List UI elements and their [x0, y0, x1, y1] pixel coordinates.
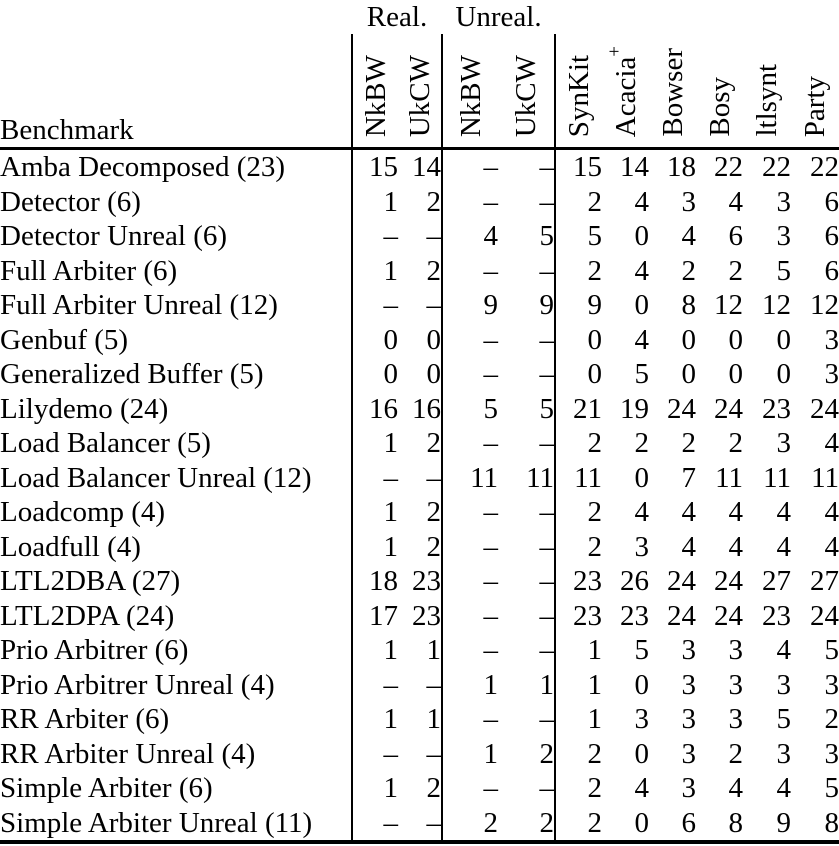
- column-header-synkit: SynKit: [555, 34, 602, 149]
- value-cell: –: [442, 530, 498, 565]
- value-cell: 0: [634, 220, 649, 252]
- group-header-spacer: [0, 2, 352, 34]
- value-cell: 2: [442, 806, 498, 843]
- value-cell: –: [539, 703, 554, 735]
- value-cell: 3: [681, 668, 696, 701]
- value-cell: 24: [714, 599, 743, 632]
- value-cell: 15: [555, 149, 602, 185]
- table-row: [0, 495, 839, 530]
- value-cell: 9: [776, 806, 791, 839]
- table-row: [0, 461, 839, 496]
- value-cell: 24: [667, 565, 696, 597]
- value-cell: 0: [728, 323, 743, 356]
- benchmark-name: Loadfull (4): [0, 530, 141, 563]
- value-cell: 9: [539, 289, 554, 321]
- value-cell: 2: [426, 496, 441, 528]
- value-cell: –: [442, 599, 498, 634]
- value-cell: 6: [824, 220, 839, 252]
- value-cell: 2: [681, 254, 696, 287]
- benchmark-name: Loadcomp (4): [0, 496, 166, 528]
- value-cell: 1: [442, 737, 498, 772]
- value-cell: 4: [776, 772, 791, 804]
- value-cell: 4: [442, 219, 498, 254]
- value-cell: 2: [555, 737, 602, 772]
- column-header-bosy: Bosy: [696, 34, 743, 149]
- value-cell: 4: [634, 185, 649, 218]
- value-cell: –: [352, 668, 398, 703]
- value-cell: 12: [714, 289, 743, 321]
- value-cell: 23: [412, 599, 441, 632]
- value-cell: 2: [681, 427, 696, 459]
- value-cell: 4: [776, 530, 791, 563]
- value-cell: 22: [714, 151, 743, 183]
- table-row: [0, 599, 839, 634]
- value-cell: 0: [555, 323, 602, 358]
- value-cell: –: [352, 806, 398, 843]
- value-cell: –: [539, 254, 554, 287]
- benchmark-name: LTL2DPA (24): [0, 599, 175, 632]
- value-cell: 3: [776, 427, 791, 459]
- value-cell: 2: [539, 806, 554, 839]
- column-header-unreal-ukcw: UkCW: [498, 34, 555, 149]
- benchmark-name: Simple Arbiter (6): [0, 772, 213, 804]
- value-cell: –: [539, 323, 554, 356]
- value-cell: 1: [426, 634, 441, 666]
- group-header-unreal: Unreal.: [455, 1, 542, 33]
- value-cell: –: [426, 461, 441, 494]
- value-cell: 23: [762, 392, 791, 425]
- value-cell: 2: [728, 737, 743, 770]
- value-cell: 6: [824, 254, 839, 287]
- value-cell: 0: [634, 461, 649, 494]
- value-cell: 11: [555, 461, 602, 496]
- value-cell: 4: [634, 772, 649, 804]
- value-cell: 1: [352, 426, 398, 461]
- column-header-acacia: Acacia+: [602, 34, 649, 149]
- value-cell: 3: [776, 220, 791, 252]
- benchmark-name: Genbuf (5): [0, 323, 129, 356]
- value-cell: 4: [728, 185, 743, 218]
- value-cell: 4: [824, 530, 839, 563]
- value-cell: 2: [634, 427, 649, 459]
- value-cell: 2: [426, 427, 441, 459]
- value-cell: 1: [539, 668, 554, 701]
- value-cell: 11: [442, 461, 498, 496]
- value-cell: 6: [728, 220, 743, 252]
- value-cell: 24: [810, 392, 839, 425]
- value-cell: 2: [426, 772, 441, 804]
- value-cell: –: [442, 426, 498, 461]
- group-header-real: Real.: [366, 1, 428, 33]
- value-cell: 0: [681, 323, 696, 356]
- value-cell: 24: [810, 599, 839, 632]
- value-cell: 0: [634, 737, 649, 770]
- value-cell: 4: [728, 772, 743, 804]
- group-header-row: [0, 2, 839, 34]
- value-cell: –: [442, 771, 498, 806]
- value-cell: 22: [762, 151, 791, 183]
- value-cell: 6: [824, 185, 839, 218]
- benchmark-results-table: [0, 2, 839, 844]
- table-row: [0, 149, 839, 185]
- value-cell: 4: [634, 254, 649, 287]
- value-cell: –: [426, 220, 441, 252]
- value-cell: –: [426, 806, 441, 839]
- benchmark-name: Detector (6): [0, 185, 141, 218]
- value-cell: –: [539, 185, 554, 218]
- value-cell: 14: [412, 151, 441, 183]
- value-cell: 2: [555, 185, 602, 220]
- value-cell: 18: [352, 564, 398, 599]
- table-row: [0, 288, 839, 323]
- value-cell: 7: [681, 461, 696, 494]
- column-header-party: Party: [791, 34, 839, 149]
- table-row: [0, 357, 839, 392]
- value-cell: 2: [426, 254, 441, 287]
- value-cell: –: [442, 254, 498, 289]
- benchmark-name: LTL2DBA (27): [0, 565, 181, 597]
- value-cell: 0: [681, 358, 696, 390]
- benchmark-name: Full Arbiter (6): [0, 254, 178, 287]
- table-row: [0, 254, 839, 289]
- value-cell: 2: [555, 254, 602, 289]
- value-cell: 0: [352, 323, 398, 358]
- column-header-row: [0, 34, 839, 149]
- column-header-real-nkbw: NkBW: [352, 34, 398, 149]
- column-header-unreal-nkbw: NkBW: [442, 34, 498, 149]
- table-row: [0, 668, 839, 703]
- value-cell: 0: [634, 668, 649, 701]
- value-cell: 4: [728, 530, 743, 563]
- value-cell: 23: [412, 565, 441, 597]
- value-cell: 3: [681, 772, 696, 804]
- value-cell: 2: [728, 254, 743, 287]
- value-cell: 24: [667, 392, 696, 425]
- benchmark-name: Lilydemo (24): [0, 392, 169, 425]
- table-row: [0, 530, 839, 565]
- value-cell: 3: [776, 668, 791, 701]
- value-cell: 2: [824, 703, 839, 735]
- value-cell: 23: [555, 599, 602, 634]
- value-cell: 11: [526, 461, 554, 494]
- value-cell: –: [442, 149, 498, 185]
- value-cell: 16: [412, 392, 441, 425]
- table-row: [0, 219, 839, 254]
- value-cell: 1: [352, 702, 398, 737]
- value-cell: 1: [352, 530, 398, 565]
- value-cell: 3: [634, 703, 649, 735]
- table-row: [0, 737, 839, 772]
- benchmark-name: Load Balancer Unreal (12): [0, 461, 312, 494]
- value-cell: 3: [824, 737, 839, 770]
- benchmark-name: Simple Arbiter Unreal (11): [0, 806, 313, 839]
- benchmark-name: RR Arbiter (6): [0, 703, 170, 735]
- value-cell: 24: [667, 599, 696, 632]
- value-cell: 0: [776, 358, 791, 390]
- value-cell: 23: [555, 564, 602, 599]
- value-cell: 4: [681, 496, 696, 528]
- value-cell: –: [539, 565, 554, 597]
- value-cell: 3: [681, 634, 696, 666]
- column-header-ltlsynt: ltlsynt: [743, 34, 791, 149]
- value-cell: 2: [555, 426, 602, 461]
- value-cell: 6: [681, 806, 696, 839]
- value-cell: 5: [634, 634, 649, 666]
- value-cell: 4: [634, 496, 649, 528]
- table-row: [0, 185, 839, 220]
- value-cell: 18: [667, 151, 696, 183]
- value-cell: 1: [555, 702, 602, 737]
- value-cell: 4: [824, 496, 839, 528]
- value-cell: 2: [539, 737, 554, 770]
- value-cell: –: [539, 599, 554, 632]
- value-cell: 1: [555, 668, 602, 703]
- benchmark-name: Prio Arbitrer Unreal (4): [0, 668, 275, 701]
- value-cell: –: [352, 461, 398, 496]
- value-cell: –: [442, 185, 498, 220]
- table-row: [0, 702, 839, 737]
- benchmark-name: Full Arbiter Unreal (12): [0, 289, 278, 321]
- value-cell: 5: [634, 358, 649, 390]
- benchmark-column-header: Benchmark: [0, 34, 352, 149]
- value-cell: 2: [426, 185, 441, 218]
- value-cell: 27: [762, 565, 791, 597]
- value-cell: –: [352, 288, 398, 323]
- value-cell: 1: [352, 633, 398, 668]
- value-cell: 5: [539, 220, 554, 252]
- value-cell: 23: [620, 599, 649, 632]
- value-cell: 4: [728, 496, 743, 528]
- value-cell: 17: [352, 599, 398, 634]
- value-cell: –: [442, 564, 498, 599]
- value-cell: 3: [728, 668, 743, 701]
- value-cell: –: [539, 358, 554, 390]
- benchmark-name: Detector Unreal (6): [0, 220, 228, 252]
- value-cell: 1: [352, 254, 398, 289]
- value-cell: 0: [352, 357, 398, 392]
- value-cell: –: [539, 634, 554, 666]
- value-cell: 4: [681, 530, 696, 563]
- value-cell: 3: [824, 323, 839, 356]
- value-cell: 2: [555, 530, 602, 565]
- value-cell: 12: [762, 289, 791, 321]
- value-cell: 0: [776, 323, 791, 356]
- value-cell: 0: [728, 358, 743, 390]
- value-cell: 2: [555, 495, 602, 530]
- benchmark-name: RR Arbiter Unreal (4): [0, 737, 256, 770]
- value-cell: –: [352, 737, 398, 772]
- value-cell: –: [442, 495, 498, 530]
- value-cell: –: [442, 702, 498, 737]
- value-cell: 23: [762, 599, 791, 632]
- value-cell: –: [442, 357, 498, 392]
- value-cell: 11: [811, 461, 839, 494]
- value-cell: –: [539, 530, 554, 563]
- column-header-bowser: Bowser: [649, 34, 696, 149]
- value-cell: –: [539, 772, 554, 804]
- value-cell: 1: [352, 771, 398, 806]
- value-cell: 3: [681, 703, 696, 735]
- value-cell: 0: [555, 357, 602, 392]
- value-cell: –: [426, 668, 441, 701]
- value-cell: 0: [634, 289, 649, 321]
- value-cell: 1: [426, 703, 441, 735]
- column-header-real-ukcw: UkCW: [398, 34, 442, 149]
- value-cell: 16: [352, 392, 398, 427]
- value-cell: 5: [776, 254, 791, 287]
- value-cell: 24: [714, 392, 743, 425]
- value-cell: 2: [426, 530, 441, 563]
- value-cell: 27: [810, 565, 839, 597]
- value-cell: 0: [426, 323, 441, 356]
- value-cell: 22: [810, 151, 839, 183]
- value-cell: 1: [442, 668, 498, 703]
- table-body: [0, 149, 839, 843]
- value-cell: 4: [776, 634, 791, 666]
- value-cell: 4: [824, 427, 839, 459]
- value-cell: 24: [714, 565, 743, 597]
- value-cell: 4: [681, 220, 696, 252]
- value-cell: 5: [442, 392, 498, 427]
- value-cell: 3: [634, 530, 649, 563]
- value-cell: 12: [810, 289, 839, 321]
- table-row: [0, 392, 839, 427]
- group-header-spacer: [555, 2, 839, 34]
- value-cell: 2: [728, 427, 743, 459]
- table-row: [0, 564, 839, 599]
- value-cell: 8: [728, 806, 743, 839]
- table-row: [0, 771, 839, 806]
- value-cell: 5: [824, 772, 839, 804]
- value-cell: 3: [824, 668, 839, 701]
- value-cell: 5: [824, 634, 839, 666]
- value-cell: –: [352, 219, 398, 254]
- value-cell: –: [442, 323, 498, 358]
- value-cell: 0: [634, 806, 649, 839]
- value-cell: 26: [620, 565, 649, 597]
- table-row: [0, 426, 839, 461]
- value-cell: 3: [728, 703, 743, 735]
- value-cell: 3: [776, 185, 791, 218]
- value-cell: 3: [681, 185, 696, 218]
- table-row: [0, 323, 839, 358]
- value-cell: 0: [426, 358, 441, 390]
- value-cell: 5: [539, 392, 554, 425]
- value-cell: 3: [776, 737, 791, 770]
- value-cell: 4: [776, 496, 791, 528]
- value-cell: 9: [442, 288, 498, 323]
- value-cell: 19: [620, 392, 649, 425]
- benchmark-name: Amba Decomposed (23): [0, 151, 286, 183]
- value-cell: –: [539, 151, 554, 183]
- value-cell: 1: [555, 633, 602, 668]
- benchmark-name: Load Balancer (5): [0, 427, 211, 459]
- value-cell: –: [539, 427, 554, 459]
- value-cell: 11: [715, 461, 743, 494]
- value-cell: –: [539, 496, 554, 528]
- value-cell: 8: [824, 806, 839, 839]
- value-cell: 2: [555, 771, 602, 806]
- value-cell: 11: [763, 461, 791, 494]
- value-cell: 3: [681, 737, 696, 770]
- table-row: [0, 806, 839, 843]
- value-cell: 1: [352, 185, 398, 220]
- benchmark-name: Prio Arbitrer (6): [0, 634, 189, 666]
- benchmark-name: Generalized Buffer (5): [0, 358, 264, 390]
- value-cell: 15: [352, 149, 398, 185]
- value-cell: –: [442, 633, 498, 668]
- value-cell: –: [426, 289, 441, 321]
- value-cell: 5: [776, 703, 791, 735]
- value-cell: 5: [555, 219, 602, 254]
- value-cell: 14: [620, 151, 649, 183]
- value-cell: 3: [824, 358, 839, 390]
- value-cell: –: [426, 737, 441, 770]
- value-cell: 8: [681, 289, 696, 321]
- value-cell: 4: [634, 323, 649, 356]
- table-row: [0, 633, 839, 668]
- value-cell: 21: [555, 392, 602, 427]
- value-cell: 2: [555, 806, 602, 843]
- value-cell: 3: [728, 634, 743, 666]
- value-cell: 1: [352, 495, 398, 530]
- value-cell: 9: [555, 288, 602, 323]
